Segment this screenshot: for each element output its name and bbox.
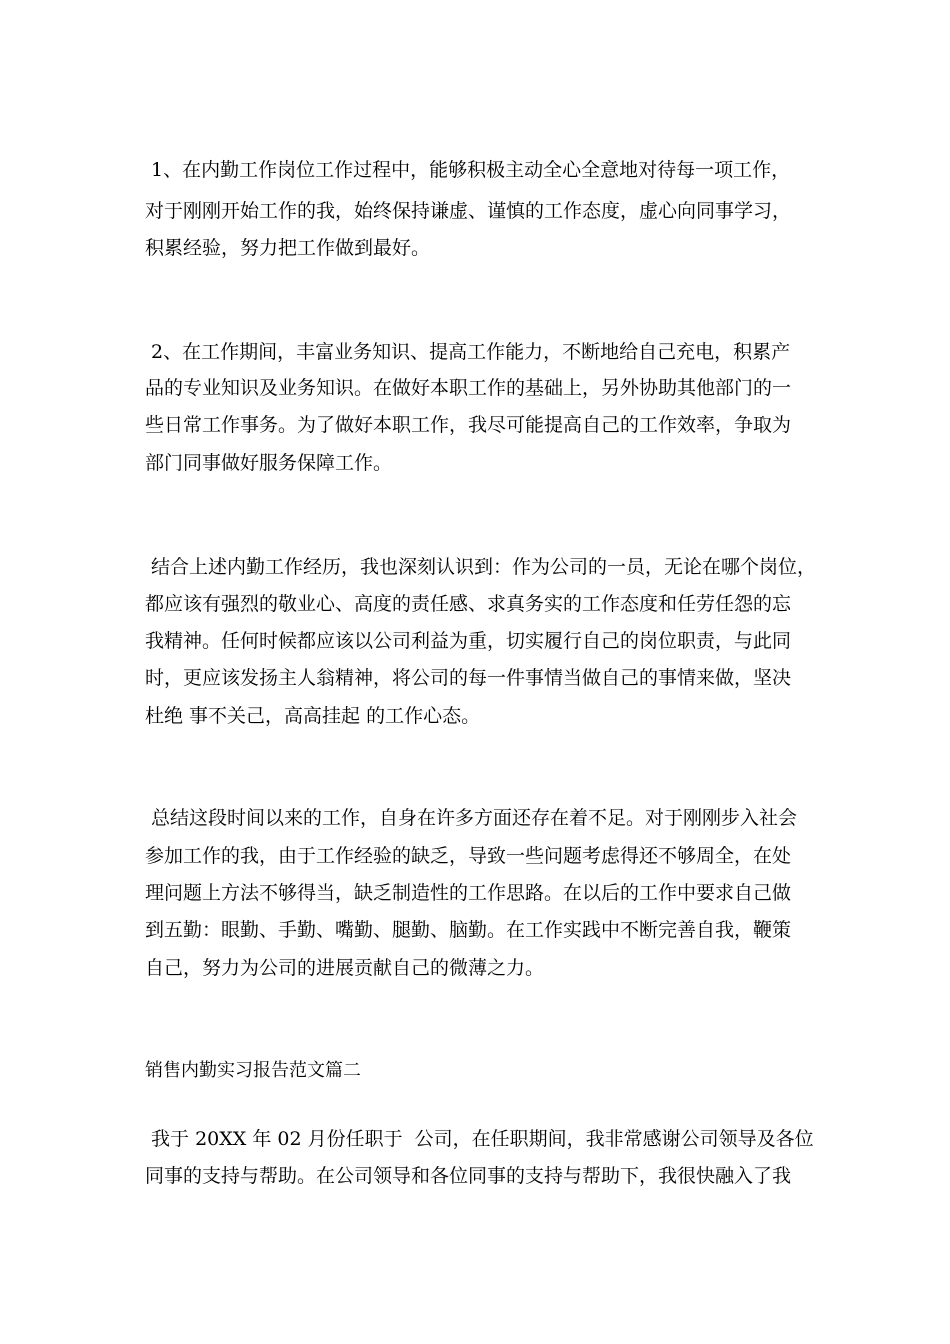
paragraph-line: 结合上述内勤工作经历，我也深刻认识到：作为公司的一员，无论在哪个岗位， [145, 556, 817, 578]
paragraph-line: 自己，努力为公司的进展贡献自己的微薄之力。 [145, 957, 545, 979]
paragraph-line: 些日常工作事务。为了做好本职工作，我尽可能提高自己的工作效率，争取为 [145, 414, 792, 436]
paragraph-line: 理问题上方法不够得当，缺乏制造性的工作思路。在以后的工作中要求自己做 [145, 882, 792, 904]
paragraph-line: 总结这段时间以来的工作，自身在许多方面还存在着不足。对于刚刚步入社会 [145, 807, 798, 829]
paragraph-line: 1、在内勤工作岗位工作过程中，能够积极主动全心全意地对待每一项工作， [145, 159, 791, 181]
paragraph-line: 我于 20XX 年 02 月份任职于 公司，在任职期间，我非常感谢公司领导及各位 [145, 1128, 814, 1150]
paragraph-line: 品的专业知识及业务知识。在做好本职工作的基础上，另外协助其他部门的一 [145, 377, 792, 399]
section-heading: 销售内勤实习报告范文篇二 [145, 1060, 361, 1081]
paragraph-line: 2、在工作期间，丰富业务知识、提高工作能力，不断地给自己充电，积累产 [145, 341, 791, 363]
paragraph-line: 积累经验，努力把工作做到最好。 [145, 237, 431, 259]
paragraph-line: 杜绝 事不关己，高高挂起 的工作心态。 [145, 705, 481, 727]
paragraph-line: 都应该有强烈的敬业心、高度的责任感、求真务实的工作态度和任劳任怨的忘 [145, 593, 792, 615]
paragraph-line: 部门同事做好服务保障工作。 [145, 452, 393, 474]
paragraph-line: 参加工作的我，由于工作经验的缺乏，导致一些问题考虑得还不够周全，在处 [145, 845, 792, 867]
paragraph-line: 时，更应该发扬主人翁精神，将公司的每一件事情当做自己的事情来做，坚决 [145, 667, 792, 689]
paragraph-line: 同事的支持与帮助。在公司领导和各位同事的支持与帮助下，我很快融入了我 [145, 1165, 792, 1187]
paragraph-line: 对于刚刚开始工作的我，始终保持谦虚、谨慎的工作态度，虚心向同事学习， [145, 200, 792, 222]
paragraph-line: 我精神。任何时候都应该以公司利益为重，切实履行自己的岗位职责，与此同 [145, 630, 792, 652]
paragraph-line: 到五勤：眼勤、手勤、嘴勤、腿勤、脑勤。在工作实践中不断完善自我，鞭策 [145, 919, 792, 941]
